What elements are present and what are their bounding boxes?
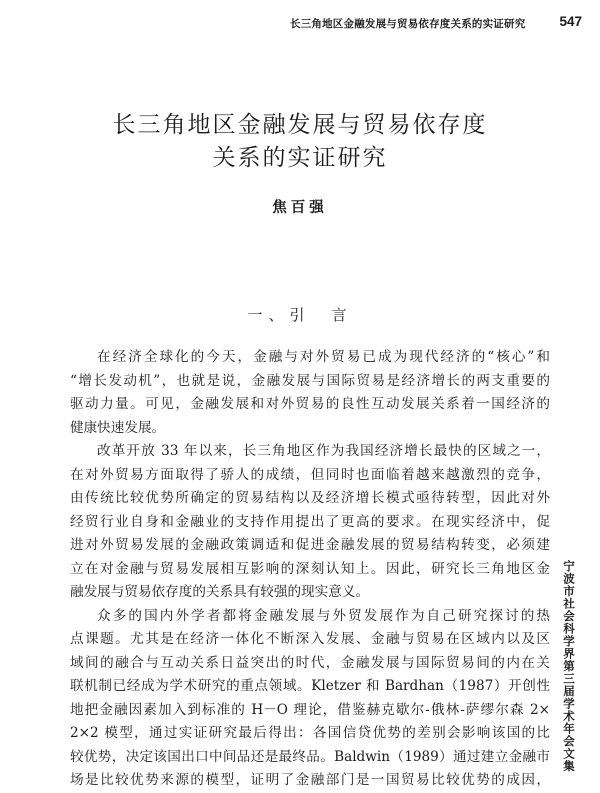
paragraph-line: 点课题。尤其是在经济一体化不断深入发展、金融与贸易在区域内以及区: [70, 631, 550, 647]
paragraph-line: 联机制已经成为学术研究的重点领域。Kletzer 和 Bardhan（1987）开创性: [70, 678, 550, 694]
paragraph-line: 进对外贸易发展的金融政策调适和促进金融发展的贸易结构转变，必须建: [70, 537, 550, 553]
paragraph-line: 融发展与贸易依存度的关系具有较强的现实意义。: [70, 584, 370, 600]
paragraph-line: 驱动力量。可见，金融发展和对外贸易的良性互动发展关系着一国经济的: [70, 396, 550, 412]
body-text: [70, 346, 550, 793]
paragraph-line: 域间的融合与互动关系日益突出的时代，金融发展与国际贸易间的内在关: [70, 654, 550, 671]
title-line: 关系的实证研究: [212, 145, 388, 171]
page-number: 547: [559, 14, 582, 29]
paragraph-line: “增长发动机”，也就是说，金融发展与国际贸易是经济增长的两支重要的: [70, 372, 550, 389]
paragraph-line: 健康快速发展。: [70, 419, 166, 436]
paragraph-line: 地把金融因素加入到标准的 H－O 理论，借鉴赫克歇尔-俄林-萨缪尔森 2×: [70, 701, 550, 718]
running-title: 长三角地区金融发展与贸易依存度关系的实证研究: [290, 18, 526, 30]
paragraph-line: 在对外贸易方面取得了骄人的成绩，但同时也面临着越来越激烈的竞争，: [70, 466, 550, 483]
paragraph-line: 在经济全球化的今天，金融与对外贸易已成为现代经济的“核心”和: [97, 349, 550, 365]
paragraph-line: 较优势，决定该国出口中间品还是最终品。Baldwin（1989）通过建立金融市: [70, 748, 550, 765]
paragraph-line: 2×2 模型，通过实证研究最后得出：各国信贷优势的差别会影响该国的比: [70, 725, 550, 741]
paper-title: [0, 109, 600, 175]
paragraph-line: 由传统比较优势所确定的贸易结构以及经济增长模式亟待转型，因此对外: [70, 490, 550, 506]
paragraph-line: 经贸行业自身和金融业的支持作用提出了更高的要求。在现实经济中，促: [70, 513, 550, 530]
title-line: 长三角地区金融发展与贸易依存度: [112, 112, 488, 138]
paragraph-line: 场是比较优势来源的模型，证明了金融部门是一国贸易比较优势的成因，: [70, 772, 550, 788]
running-header: [290, 14, 582, 34]
section-heading: 一、引 言: [247, 306, 353, 324]
author-name: 焦百强: [272, 199, 328, 216]
paragraph-line: 改革开放 33 年以来，长三角地区作为我国经济增长最快的区域之一，: [97, 443, 550, 459]
paragraph-line: 立在对金融与贸易发展相互影响的深刻认知上。因此，研究长三角地区金: [70, 560, 550, 577]
paragraph-line: 众多的国内外学者都将金融发展与外贸发展作为自己研究探讨的热: [97, 607, 550, 624]
side-label-collection: 宁波市社会科学界第三届学术年会文集: [562, 560, 576, 773]
